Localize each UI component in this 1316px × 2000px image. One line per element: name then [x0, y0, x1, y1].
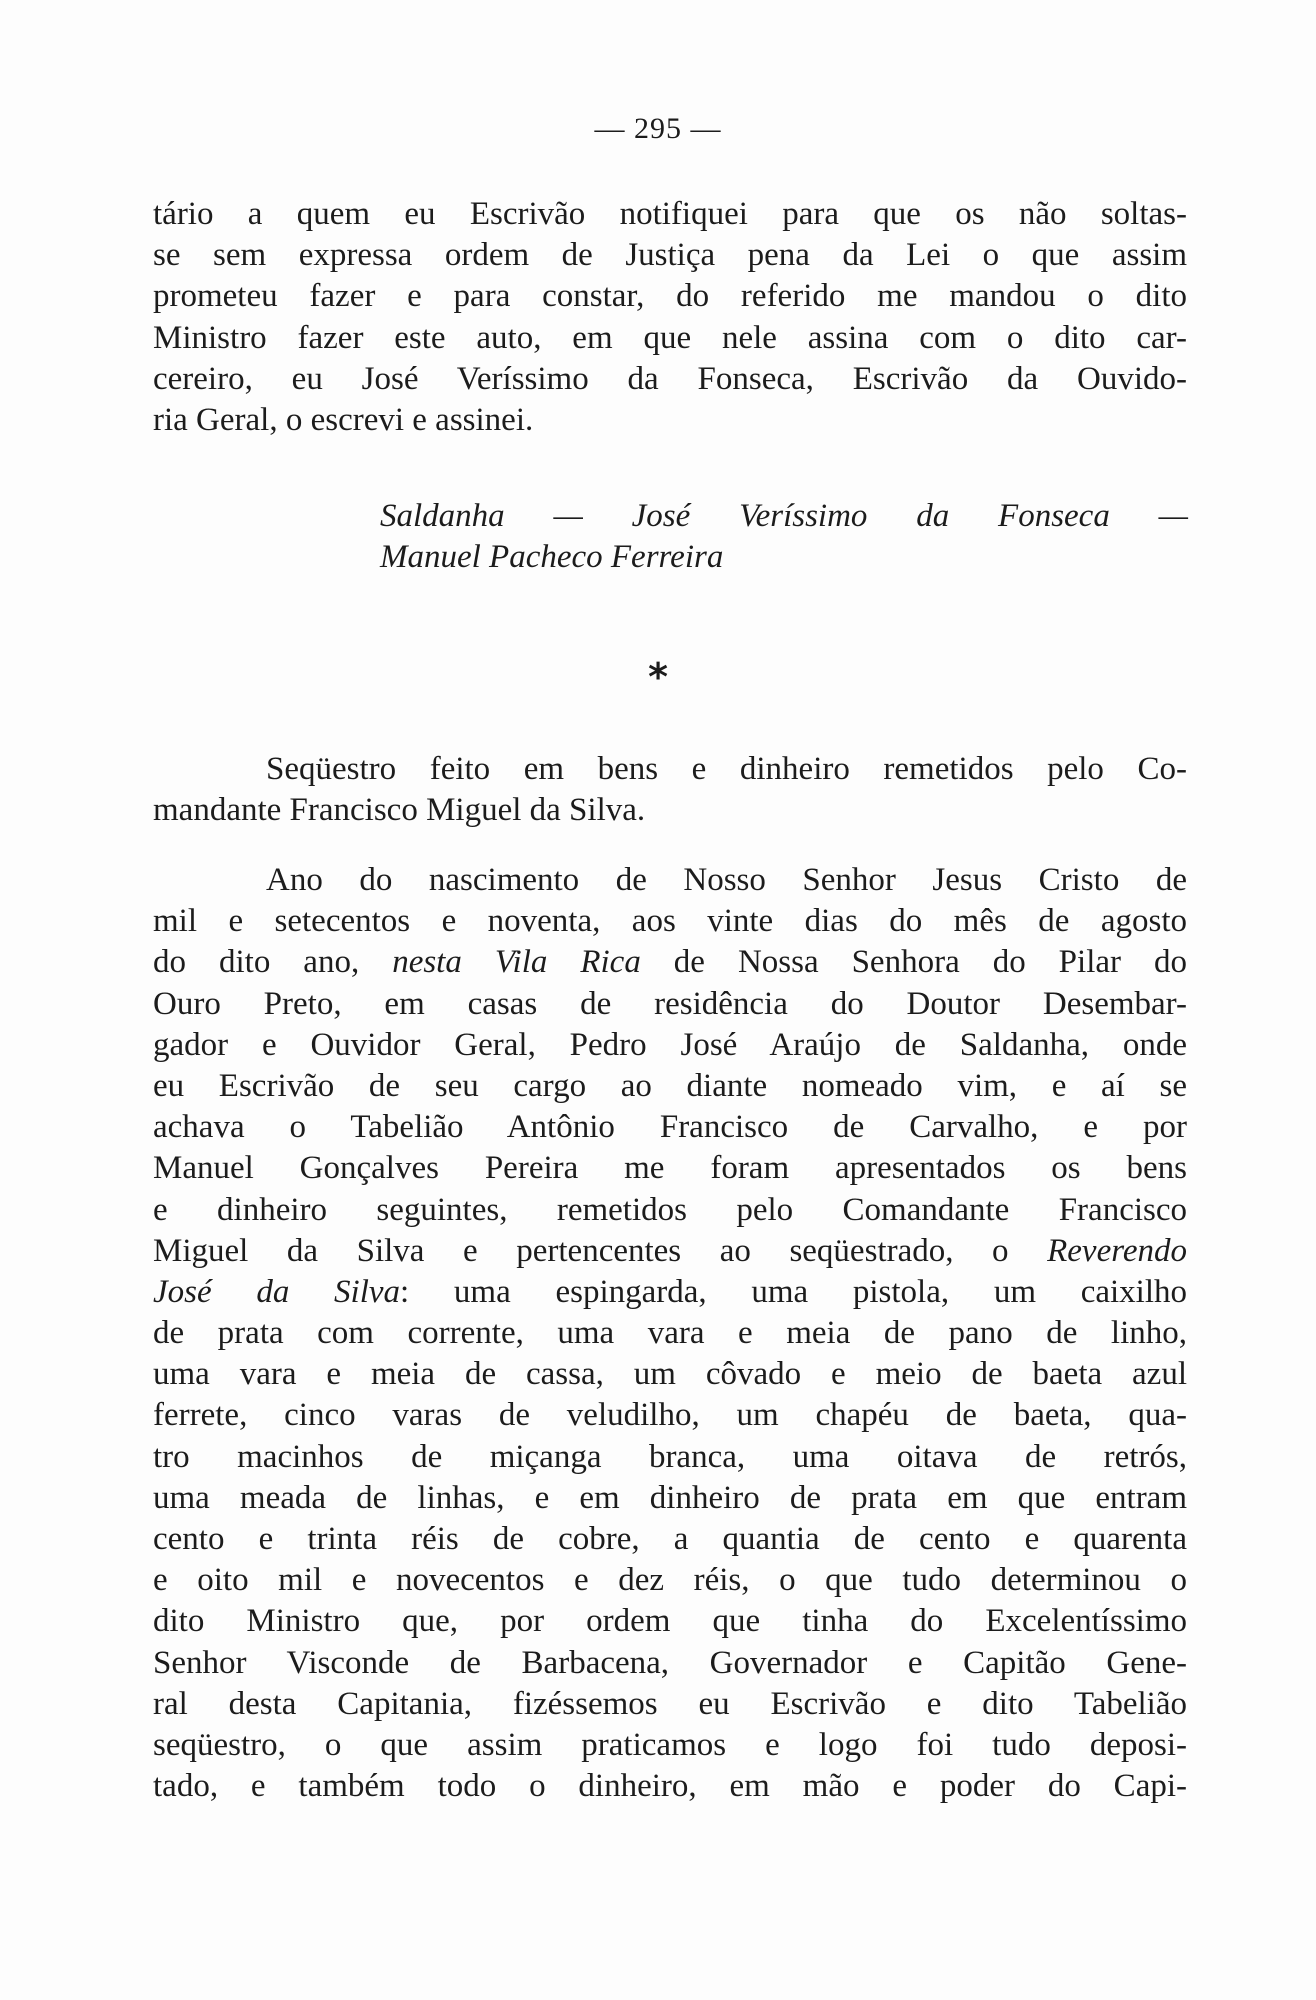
text-line: Manuel Gonçalves Pereira me foram apresentados os bens — [153, 1150, 1187, 1187]
text-span: : uma espingarda, uma pistola, um caixilho — [400, 1273, 1188, 1310]
text-line: ferrete, cinco varas de veludilho, um chapéu de baeta, qua- — [153, 1397, 1187, 1434]
signature-line: Manuel Pacheco Ferreira — [380, 539, 724, 576]
paragraph-closing-auto — [153, 194, 1187, 441]
italic-name: José da Silva — [153, 1273, 401, 1310]
text-line: se sem expressa ordem de Justiça pena da Lei o que assim — [153, 237, 1187, 274]
text-span: Miguel da Silva e pertencentes ao seqüestrado, o — [153, 1232, 1048, 1269]
text-line: cento e trinta réis de cobre, a quantia de cento e quarenta — [153, 1521, 1187, 1557]
text-span: de Nossa Senhora do Pilar do — [640, 944, 1187, 981]
section-separator-asterisk: * — [648, 655, 668, 699]
text-line: achava o Tabelião Antônio Francisco de Carvalho, e por — [153, 1109, 1187, 1146]
text-line — [153, 1231, 1187, 1272]
text-line: mil e setecentos e noventa, aos vinte dias do mês de agosto — [153, 903, 1187, 940]
text-line: cereiro, eu José Veríssimo da Fonseca, Escrivão da Ouvido- — [153, 360, 1187, 397]
text-line: Senhor Visconde de Barbacena, Governador e Capitão Gene- — [153, 1644, 1187, 1681]
italic-place-name: nesta Vila Rica — [392, 944, 641, 981]
signatures — [380, 496, 1188, 578]
heading-line: mandante Francisco Miguel da Silva. — [153, 792, 646, 829]
page-number: — 295 — — [594, 112, 722, 145]
text-line: uma vara e meia de cassa, um côvado e meio de baeta azul — [153, 1356, 1187, 1393]
text-line — [153, 1272, 1187, 1313]
text-line: e dinheiro seguintes, remetidos pelo Comandante Francisco — [153, 1191, 1187, 1228]
text-line: dito Ministro que, por ordem que tinha do Excelentíssimo — [153, 1603, 1187, 1640]
italic-name: Reverendo — [1047, 1232, 1187, 1269]
paragraph-sequestro — [153, 860, 1187, 1807]
text-line: tário a quem eu Escrivão notifiquei para que os não soltas- — [153, 196, 1187, 232]
text-line: Ouro Preto, em casas de residência do Doutor Desembar- — [153, 985, 1187, 1022]
text-line: seqüestro, o que assim praticamos e logo foi tudo deposi- — [153, 1726, 1187, 1763]
text-line: tro macinhos de miçanga branca, uma oitava de retrós, — [153, 1438, 1187, 1475]
text-line: prometeu fazer e para constar, do referido me mandou o dito — [153, 278, 1187, 315]
text-line: uma meada de linhas, e em dinheiro de prata em que entram — [153, 1479, 1187, 1516]
text-line: tado, e também todo o dinheiro, em mão e poder do Capi- — [153, 1768, 1187, 1805]
text-line — [153, 942, 1187, 983]
text-line: Ministro fazer este auto, em que nele assina com o dito car- — [153, 319, 1187, 356]
heading-line: Seqüestro feito em bens e dinheiro remetidos pelo Co- — [266, 751, 1187, 787]
section-heading — [153, 749, 1187, 831]
text-line: gador e Ouvidor Geral, Pedro José Araújo de Saldanha, onde — [153, 1026, 1187, 1063]
text-line: e oito mil e novecentos e dez réis, o que tudo determinou o — [153, 1562, 1187, 1599]
text-line: eu Escrivão de seu cargo ao diante nomeado vim, e aí se — [153, 1067, 1187, 1104]
text-span: do dito ano, — [153, 944, 393, 981]
text-line: de prata com corrente, uma vara e meia de pano de linho, — [153, 1315, 1187, 1352]
text-line: ria Geral, o escrevi e assinei. — [153, 401, 534, 438]
text-line: Ano do nascimento de Nosso Senhor Jesus Cristo de — [266, 862, 1187, 898]
signature-line: Saldanha — José Veríssimo da Fonseca — — [380, 498, 1188, 534]
text-line: ral desta Capitania, fizéssemos eu Escrivão e dito Tabelião — [153, 1685, 1187, 1722]
